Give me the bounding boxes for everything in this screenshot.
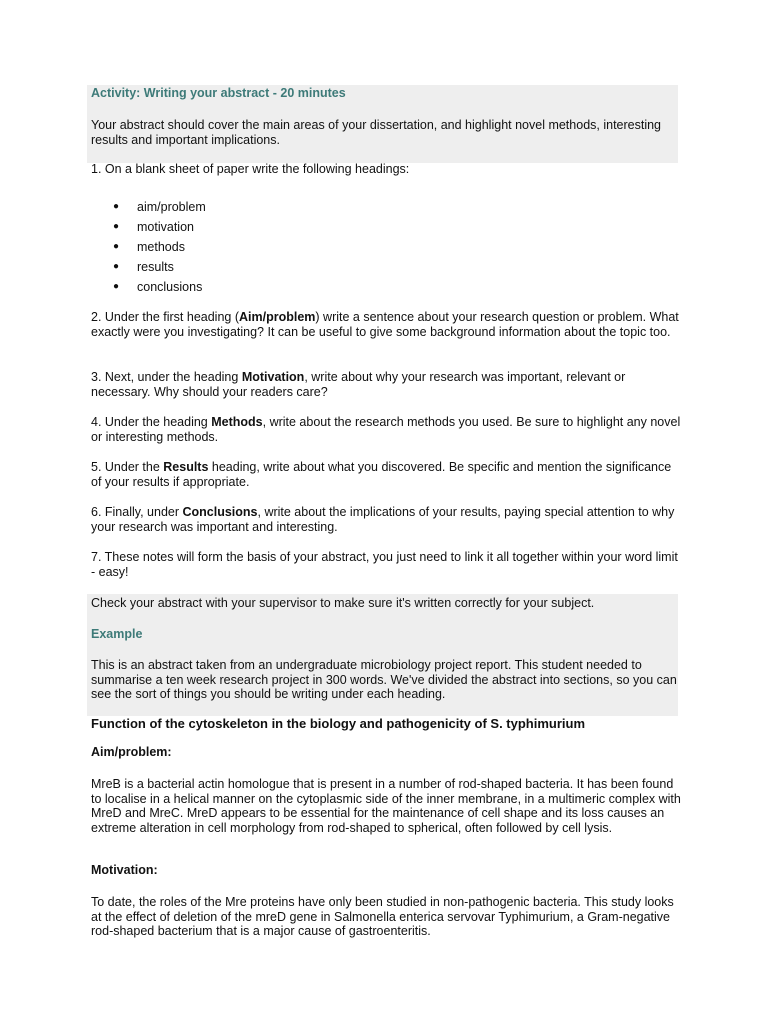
list-item: ● motivation xyxy=(113,220,194,234)
check-text: Check your abstract with your supervisor to make sure it's written correctly for your subject. xyxy=(91,596,595,610)
bullet-icon: ● xyxy=(113,261,120,272)
step-6: 6. Finally, under Conclusions, write about the implications of your results, paying special attention to why your research was important and interesting. xyxy=(91,505,675,534)
list-item: ● conclusions xyxy=(113,280,203,294)
aim-heading: Aim/problem: xyxy=(91,745,172,759)
abstract-title: Function of the cytoskeleton in the biology and pathogenicity of S. typhimurium xyxy=(91,716,586,731)
bullet-icon: ● xyxy=(113,241,120,252)
list-item: ● results xyxy=(113,260,174,274)
motivation-heading: Motivation: xyxy=(91,863,158,877)
step-5: 5. Under the Results heading, write about what you discovered. Be specific and mention the significance of your results if appropriate. xyxy=(91,460,672,489)
activity-intro: Your abstract should cover the main areas of your dissertation, and highlight novel methods, interesting results and important implications. xyxy=(91,118,662,147)
list-item: ● methods xyxy=(113,240,185,254)
step-7: 7. These notes will form the basis of your abstract, you just need to link it all together within your word limit - easy! xyxy=(91,550,678,579)
bullet-icon: ● xyxy=(113,221,120,232)
list-item: ● aim/problem xyxy=(113,200,206,214)
step-2: 2. Under the first heading (Aim/problem) write a sentence about your research question or problem. What exactly were you investigating? It can be useful to give some background information about the topic too. xyxy=(91,310,679,339)
bullet-icon: ● xyxy=(113,281,120,292)
example-text: This is an abstract taken from an undergraduate microbiology project report. This student needed to summarise a ten week research project in 300 words. We've divided the abstract into sections, so you can see the sort of things you should be writing under each heading. xyxy=(91,658,677,702)
headings-list xyxy=(91,199,206,299)
step-1: 1. On a blank sheet of paper write the following headings: xyxy=(91,162,410,176)
motivation-text: To date, the roles of the Mre proteins have only been studied in non-pathogenic bacteria. This study looks at the effect of deletion of the mreD gene in Salmonella enterica servovar Typhimurium, a Gram-negative rod-shaped bacterium that is a major cause of gastroenteritis. xyxy=(91,895,674,939)
example-heading: Example xyxy=(91,627,143,641)
step-4: 4. Under the heading Methods, write about the research methods you used. Be sure to highlight any novel or interesting methods. xyxy=(91,415,681,444)
activity-title: Activity: Writing your abstract - 20 minutes xyxy=(91,86,346,100)
aim-text: MreB is a bacterial actin homologue that is present in a number of rod-shaped bacteria. It has been found to localise in a helical manner on the cytoplasmic side of the inner membrane, in a multimeric complex with MreD and MreC. MreD appears to be essential for the maintenance of cell shape and its loss causes an extreme alteration in cell morphology from rod-shaped to spherical, often followed by cell lysis. xyxy=(91,777,681,835)
bullet-icon: ● xyxy=(113,201,120,212)
step-3: 3. Next, under the heading Motivation, write about why your research was important, relevant or necessary. Why should your readers care? xyxy=(91,370,626,399)
